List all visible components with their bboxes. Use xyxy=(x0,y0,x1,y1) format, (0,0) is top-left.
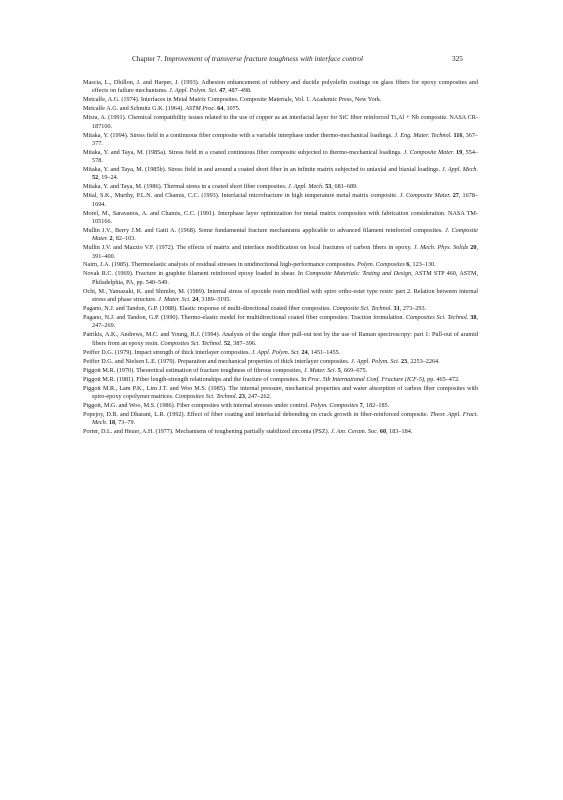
reference-source: J. Appl. Mech. xyxy=(287,183,324,191)
reference-entry xyxy=(83,105,478,113)
reference-text: Patrikis, A.K., Andrews, M.C. and Young, R.J. (1994). Analysis of the single fiber pull-out test by the use of Raman spectroscopy: part 1: Pull-out of aramid fibers from an epoxy resin. xyxy=(83,331,478,347)
reference-source: J. Composite Mater. xyxy=(403,148,455,156)
reference-text: Ochi, M., Yamazaki, K. and Shimbo, M. (1989). Internal stress of epoxide resin modified with spiro ortho-ester type resin: part 2. Relation between internal stress and phase structure. xyxy=(83,287,478,304)
reference-pages: , 391–400. xyxy=(92,244,479,260)
reference-entry xyxy=(83,349,478,357)
reference-source: J. Am. Ceram. Soc. xyxy=(330,428,379,436)
reference-pages: , 681–689. xyxy=(331,183,358,191)
reference-source: J. Mater. Sci. xyxy=(303,366,337,374)
reference-pages: , 3189–3195. xyxy=(198,296,231,304)
reference-entry xyxy=(83,314,478,331)
reference-source: Composite Sci. Technol. xyxy=(332,305,393,313)
reference-pages: , 1451–1455. xyxy=(307,348,341,356)
reference-entry xyxy=(83,166,478,183)
page-number: 325 xyxy=(452,54,463,63)
reference-text: Peiffer D.G. and Nielsen L.E. (1979). Preparation and mechanical properties of thick interlayer composites. xyxy=(83,357,350,365)
reference-pages: , 273–293. xyxy=(399,305,427,313)
reference-text: Metcalfe, A.G. (1974). Interfaces in Metal Matrix Composites. Composite Materials, Vol. 1. Academic Press, New York. xyxy=(83,96,382,104)
reference-entry xyxy=(83,305,478,313)
reference-entry xyxy=(83,367,478,375)
reference-volume: 2 xyxy=(109,235,113,243)
reference-pages: , 2253–2264. xyxy=(407,357,440,365)
reference-source: Composites Sci. Technol. xyxy=(405,314,469,322)
chapter-label: Chapter 7. xyxy=(132,54,163,63)
reference-list xyxy=(83,79,478,437)
reference-entry xyxy=(83,270,478,287)
reference-volume: 24 xyxy=(301,348,308,356)
reference-entry xyxy=(83,385,478,402)
reference-text: Pagano, N.J. and Tandon, G.P. (1988). Elastic response of multi-directional coated fiber composites. xyxy=(83,305,331,313)
reference-volume: 27 xyxy=(452,192,459,200)
reference-text: Mitaka, Y. and Taya, M. (1986). Thermal stress in a coated short fiber composites. xyxy=(83,183,287,191)
reference-entry xyxy=(83,96,478,104)
reference-source: J. Composite Mater. xyxy=(92,226,478,243)
reference-volume: 7 xyxy=(359,401,363,409)
reference-volume: 5 xyxy=(337,366,341,374)
reference-volume: 31 xyxy=(393,305,400,313)
reference-text: Mitaka, Y. (1994). Stress field in a continuous fiber composite with a variable interphase under thermo-mechanical loadings. xyxy=(83,131,393,139)
reference-pages: , 554–578. xyxy=(92,148,479,165)
reference-source: Polym. Composites xyxy=(356,261,405,269)
reference-entry xyxy=(83,331,478,348)
chapter-title: Improvement of transverse fracture toughness with interface control xyxy=(164,54,364,63)
reference-entry xyxy=(83,149,478,166)
reference-pages: , 387–396. xyxy=(230,339,257,347)
reference-entry xyxy=(83,210,478,227)
reference-entry xyxy=(83,376,478,384)
reference-volume: 6 xyxy=(406,261,410,269)
reference-volume: 64 xyxy=(217,105,224,113)
reference-pages: , ASTM STP 460, ASTM, Philadelphia, PA, pp. 540–549. xyxy=(92,270,479,286)
reference-pages: , 1075. xyxy=(223,105,241,113)
reference-text: Piggott M.R., Lam P.K., Lim J.T. and Woo M.S. (1985). The internal pressure, mechanical properties and water absorption of carbon fiber composites with spiro-epoxy copolymer matrices. xyxy=(83,384,478,400)
reference-pages: , pp. 465–472. xyxy=(424,375,460,383)
reference-pages: , 82–103. xyxy=(112,235,136,243)
reference-source: J. Mater. Sci. xyxy=(158,296,191,304)
reference-volume: 116 xyxy=(453,131,463,139)
reference-entry xyxy=(83,261,478,269)
reference-text: Morel, M., Saravanos, A. and Chamis, C.C. (1991). Interphase layer optimization for metal matrix composites with fabrication consideration. NASA TM-105166. xyxy=(83,209,478,225)
reference-source: Composites Sci. Technol. xyxy=(160,339,223,347)
reference-volume: 24 xyxy=(192,296,199,304)
reference-pages: , 123–130. xyxy=(409,261,436,269)
reference-text: Mullin J.V. and Mazzio V.F. (1972). The effects of matrix and interface modification on local fractures of carbon fibers in epoxy. xyxy=(83,244,412,252)
reference-source: J. Mech. Phys. Solids xyxy=(413,244,469,252)
reference-text: Mitaka, Y. and Taya, M. (1985a). Stress field in a coated continuous fiber composite subjected to thermo-mechanical loadings. xyxy=(83,148,402,156)
reference-volume: 53 xyxy=(325,183,332,191)
reference-source: J. Composite Mater. xyxy=(399,192,451,200)
reference-source: J. Appl. Mech. xyxy=(441,166,479,174)
reference-volume: 38 xyxy=(470,314,477,322)
reference-volume: 19 xyxy=(456,148,463,156)
reference-volume: 20 xyxy=(470,244,477,252)
reference-volume: 23 xyxy=(238,392,245,400)
reference-volume: 23 xyxy=(401,357,408,365)
reference-source: J. Eng. Mater. Technol. xyxy=(394,131,452,139)
reference-entry xyxy=(83,79,478,96)
reference-text: Piggott M.R. (1981). Fiber length-strength relationships and the fracture of composites. In xyxy=(83,375,307,383)
reference-text: Piggott M.R. (1970). Theoretical estimation of fracture toughness of fibrous composites, xyxy=(83,366,303,374)
reference-source: Composite Materials: Testing and Design xyxy=(305,270,412,278)
reference-text: Mital, S.K., Murthy, P.L.N. and Chamis, C.C. (1993). Interfacial microfracture in high temperature metal matrix composite. xyxy=(83,192,398,200)
reference-text: Piggott, M.G. and Woo, M.S. (1986). Fiber composites with internal stresses under control. xyxy=(83,401,309,409)
reference-pages: , 73–79. xyxy=(115,419,136,427)
reference-pages: , 182–185. xyxy=(362,401,390,409)
reference-pages: , 669–675. xyxy=(340,366,368,374)
reference-text: Misra, A. (1991). Chemical compatibility issues related to the use of copper as an interfacial layer for SiC fiber reinforced Ti₃Al + Nb composite. NASA CR-187100. xyxy=(83,114,478,130)
reference-entry xyxy=(83,132,478,149)
reference-text: Mullin J.V., Berry J.M. and Gatti A. (1968). Some fundamental fracture mechanisms applicable to advanced filament reinforced composites. xyxy=(83,226,443,234)
reference-source: J. Appl. Polym. Sci. xyxy=(251,348,300,356)
reference-volume: 60 xyxy=(379,428,387,436)
reference-entry xyxy=(83,402,478,410)
reference-text: Popejoy, D.B. and Dharani, L.R. (1992). Effect of fiber coating and interfacial debonding on crack growth in fiber-reinforced composite. xyxy=(83,410,429,418)
reference-text: Pagano, N.J. and Tandon, G.P. (1990). Thermo-elastic model for multidirectional coated fiber composites: Traction formulation. xyxy=(83,314,404,322)
reference-source: Proc. 5th International Conf. Fracture (ICF-5) xyxy=(307,375,425,383)
reference-pages: , 183–184. xyxy=(386,428,413,436)
reference-pages: , 367–377. xyxy=(92,131,479,147)
reference-source: Composites Sci. Technol. xyxy=(175,392,238,400)
reference-entry xyxy=(83,428,478,436)
reference-volume: 47 xyxy=(219,87,226,95)
reference-text: Peiffer D.G. (1979). Impact strength of thick interlayer composites. xyxy=(83,348,250,356)
reference-source: Polym. Composites xyxy=(310,401,359,409)
reference-entry xyxy=(83,244,478,261)
reference-text: Porter, D.L. and Heuer, A.H. (1977). Mechanisms of toughening partially stabilized zirconia (PSZ). xyxy=(83,428,330,436)
reference-volume: 52 xyxy=(92,174,99,182)
reference-source: J. Appl. Polym. Sci. xyxy=(350,357,400,365)
reference-text: Novak R.C. (1969). Fracture in graphite filament reinforced epoxy loaded in shear. In xyxy=(83,270,303,278)
reference-pages: , 487–498. xyxy=(225,87,252,95)
reference-text: Metcalfe A.G. and Schmitz G.K. (1964). xyxy=(83,105,184,113)
reference-source: ASTM Proc. xyxy=(185,105,216,113)
reference-pages: , 19–24. xyxy=(98,174,119,182)
reference-text: Nairn, J.A. (1985). Thermoelastic analysis of residual stresses in unidirectional high-performance composites. xyxy=(83,261,356,269)
reference-entry xyxy=(83,411,478,428)
reference-source: J. Appl. Polym. Sci. xyxy=(169,87,218,95)
reference-entry xyxy=(83,114,478,131)
reference-entry xyxy=(83,358,478,366)
reference-entry xyxy=(83,288,478,305)
reference-text: Mascia, L., Dhillon, J. and Harper, J. (1993). Adhesion enhancement of rubbery and ductile polyolefin coatings on glass fibers for epoxy composites and effects on failure mechanisms. xyxy=(83,79,478,95)
reference-pages: , 247–262. xyxy=(244,392,272,400)
reference-entry xyxy=(83,192,478,209)
reference-entry xyxy=(83,183,478,191)
reference-text: Mitaka, Y. and Taya, M. (1985b). Stress field in and around a coated short fiber in an infinite matrix subjected to uniaxial and biaxial loadings. xyxy=(83,166,441,174)
reference-volume: 18 xyxy=(108,419,116,427)
reference-volume: 52 xyxy=(223,339,231,347)
reference-source: Theor. Appl. Fract. Mech. xyxy=(92,410,479,427)
running-head xyxy=(132,54,462,63)
reference-pages: , 247–269. xyxy=(92,314,478,330)
reference-pages: , 1678–1694. xyxy=(92,192,479,208)
reference-entry xyxy=(83,227,478,244)
